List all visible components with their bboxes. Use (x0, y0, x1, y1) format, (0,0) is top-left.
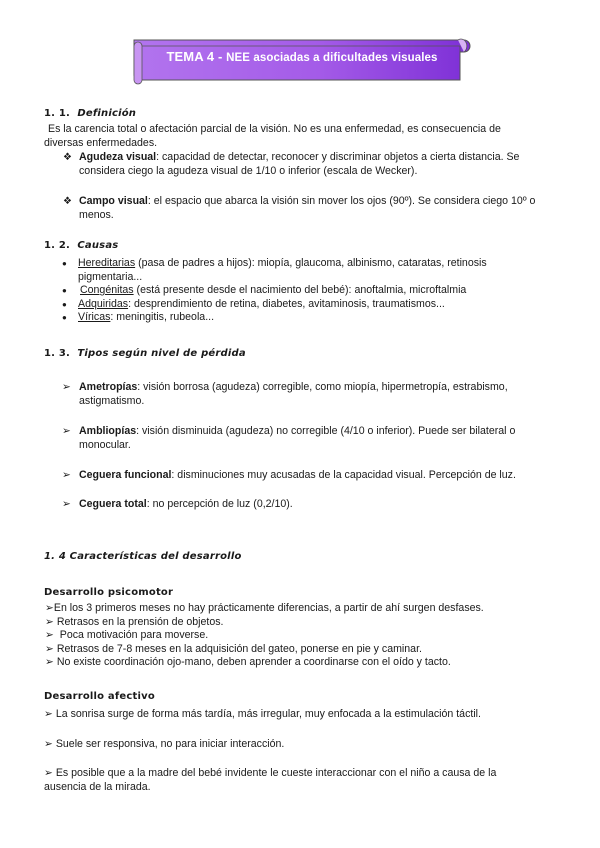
psicomotor-list (45, 602, 565, 670)
item-text: menos. (79, 208, 114, 221)
term: Adquiridas (78, 297, 129, 310)
banner-title: NEE asociadas a dificultades visuales (226, 52, 438, 64)
item-text: : visión borrosa (agudeza) corregible, como miopía, hipermetropía, estrabismo, (137, 381, 508, 393)
section-number: 1. 1. (44, 108, 70, 119)
definition-paragraph (44, 123, 564, 150)
definition-line: diversas enfermedades. (44, 136, 158, 149)
section-title: Definición (77, 108, 137, 119)
list-item (45, 629, 565, 643)
item-text: ausencia de la mirada. (44, 780, 151, 793)
list-item (45, 656, 565, 670)
term: Ceguera total (79, 498, 147, 510)
arrow-bullet-icon: ➢ (44, 738, 53, 750)
item-text: : capacidad de detectar, reconocer y discriminar objetos a cierta distancia. Se (156, 151, 520, 163)
arrow-bullet-icon: ➢ (44, 708, 53, 720)
section-title: Causas (77, 240, 119, 251)
causes-list (62, 257, 562, 325)
section-4-heading (44, 551, 242, 562)
term: Congénitas (80, 284, 134, 297)
list-item (44, 767, 564, 794)
list-item (44, 738, 564, 752)
item-text: Es posible que a la madre del bebé invidente le cueste interaccionar con el niño a causa de la (55, 767, 497, 779)
arrow-bullet-icon: ➢ (45, 656, 54, 669)
item-text: considera ciego la agudeza visual de 1/10 o inferior (escala de Wecker). (79, 164, 418, 177)
psicomotor-heading (44, 587, 173, 598)
section-1-heading (44, 108, 136, 119)
section-title: 1. 4 Características del desarrollo (44, 551, 242, 562)
term: Ambliopías (79, 425, 137, 437)
item-text: : visión disminuida (agudeza) no corregible (4/10 o inferior). Puede ser bilateral o (136, 425, 516, 437)
dot-bullet-icon: ● (62, 259, 67, 268)
item-text: astigmatismo. (79, 394, 145, 407)
list-item (62, 381, 562, 408)
list-item (63, 195, 563, 222)
list-item (44, 708, 564, 722)
dot-bullet-icon: ● (62, 286, 67, 296)
item-text: (está presente desde el nacimiento del bebé): anoftalmia, microftalmia (133, 284, 467, 297)
arrow-bullet-icon: ➢ (62, 381, 71, 393)
list-item (62, 284, 562, 298)
arrow-bullet-icon: ➢ (45, 615, 54, 628)
item-text: : desprendimiento de retina, diabetes, avitaminosis, traumatismos... (128, 297, 445, 310)
definition-line: Es la carencia total o afectación parcial de la visión. No es una enfermedad, es consecuencia de (48, 123, 501, 135)
afectivo-heading (44, 691, 155, 702)
banner-tema: TEMA 4 - (166, 49, 227, 64)
item-text: En los 3 primeros meses no hay prácticamente diferencias, a partir de ahí surgen desfases. (53, 602, 484, 614)
section-number: 1. 2. (44, 240, 70, 251)
section-title: Tipos según nivel de pérdida (77, 348, 246, 359)
title-banner (126, 36, 474, 88)
arrow-bullet-icon: ➢ (62, 425, 71, 437)
list-item (62, 298, 562, 312)
arrow-bullet-icon: ➢ (45, 642, 54, 655)
item-text: : meningitis, rubeola... (110, 311, 215, 324)
dot-bullet-icon: ● (62, 299, 67, 309)
term: Ceguera funcional (79, 469, 172, 481)
item-text: : el espacio que abarca la visión sin mover los ojos (90º). Se considera ciego 10º o (147, 195, 536, 207)
term: Ametropías (79, 381, 138, 393)
item-text: : disminuciones muy acusadas de la capacidad visual. Percepción de luz. (171, 469, 516, 481)
item-text: (pasa de padres a hijos): miopía, glaucoma, albinismo, cataratas, retinosis (135, 257, 487, 269)
item-text: : no percepción de luz (0,2/10). (146, 498, 293, 510)
arrow-bullet-icon: ➢ (45, 602, 54, 614)
list-item (62, 425, 562, 452)
list-item (45, 616, 565, 630)
list-item (62, 257, 562, 284)
list-item (45, 643, 565, 657)
subsection-title: Desarrollo afectivo (44, 691, 155, 702)
term: Campo visual (79, 195, 148, 207)
list-item (45, 602, 565, 616)
item-text: La sonrisa surge de forma más tardía, más irregular, muy enfocada a la estimulación táctil. (55, 708, 481, 720)
diamond-bullet-icon: ❖ (63, 152, 72, 163)
term: Agudeza visual (79, 151, 157, 163)
item-text: monocular. (79, 438, 131, 451)
item-text: Retrasos en la prensión de objetos. (56, 615, 224, 628)
subsection-title: Desarrollo psicomotor (44, 587, 174, 598)
item-text: pigmentaria... (78, 270, 143, 283)
item-text: No existe coordinación ojo-mano, deben aprender a coordinarse con el oído y tacto. (56, 656, 451, 669)
list-item (62, 498, 562, 512)
arrow-bullet-icon: ➢ (62, 498, 71, 510)
section-2-heading (44, 240, 118, 251)
list-item (63, 151, 563, 178)
list-item (62, 469, 562, 483)
arrow-bullet-icon: ➢ (62, 469, 71, 481)
list-item (62, 311, 562, 325)
dot-bullet-icon: ● (62, 313, 67, 323)
item-text: Suele ser responsiva, no para iniciar interacción. (55, 738, 285, 750)
term: Víricas (78, 311, 111, 324)
section-number: 1. 3. (44, 348, 70, 359)
section-3-heading (44, 348, 246, 359)
item-text: Retrasos de 7-8 meses en la adquisición del gateo, ponerse en pie y caminar. (56, 642, 422, 655)
arrow-bullet-icon: ➢ (44, 767, 53, 779)
diamond-bullet-icon: ❖ (63, 196, 72, 207)
term: Hereditarias (78, 257, 136, 269)
item-text: Poca motivación para moverse. (59, 629, 209, 642)
arrow-bullet-icon: ➢ (45, 629, 54, 642)
